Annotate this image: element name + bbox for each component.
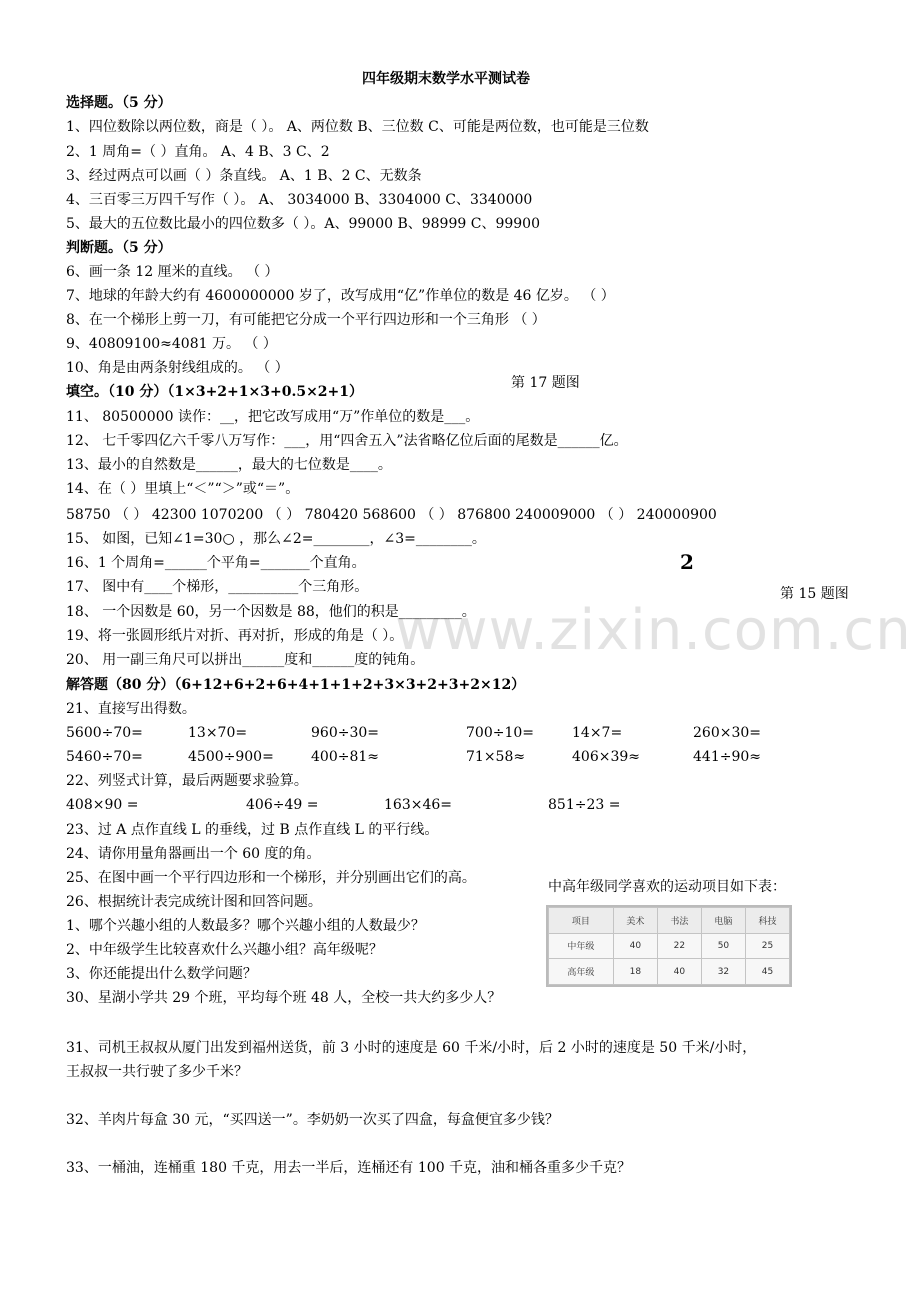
question-line: 163×46= <box>384 797 452 813</box>
watermark: www.zixin.com.cn <box>395 598 912 663</box>
question-line: 5、最大的五位数比最小的四位数多（ ）。A、99000 B、98999 C、99900 <box>66 216 540 232</box>
table-cell: 22 <box>657 933 701 959</box>
question-line: 24、请你用量角器画出一个 60 度的角。 <box>66 846 321 862</box>
question-line: 406×39≈ <box>572 749 640 765</box>
table-cell: 40 <box>657 959 701 985</box>
question-line: 20、 用一副三角尺可以拼出______度和______度的钝角。 <box>66 652 425 668</box>
question-line: 17、 图中有____个梯形，__________个三角形。 <box>66 579 369 595</box>
question-line: 4500÷900= <box>188 749 274 765</box>
question-line: 1、四位数除以两位数，商是（ ）。 A、两位数 B、三位数 C、可能是两位数，也可能是三位数 <box>66 119 649 135</box>
question-line: 700÷10= <box>466 725 534 741</box>
section-heading: 选择题。（5 分） <box>66 95 172 111</box>
question-line: 13×70= <box>188 725 248 741</box>
table-cell: 中年级 <box>549 933 614 959</box>
table-row <box>549 959 790 985</box>
question-line: 14×7= <box>572 725 623 741</box>
question-line: 9、40809100≈4081 万。 （ ） <box>66 336 277 352</box>
question-line: 12、 七千零四亿六千零八万写作：___，用“四舍五入”法省略亿位后面的尾数是______亿。 <box>66 433 628 449</box>
table-cell: 25 <box>745 933 789 959</box>
table-cell: 45 <box>745 959 789 985</box>
question-line: 23、过 A 点作直线 L 的垂线，过 B 点作直线 L 的平行线。 <box>66 822 439 838</box>
table-cell: 50 <box>701 933 745 959</box>
question-line: 441÷90≈ <box>693 749 761 765</box>
figure-label: 第 15 题图 <box>780 586 849 602</box>
table-cell: 电脑 <box>701 908 745 934</box>
question-line: 33、一桶油，连桶重 180 千克，用去一半后，连桶还有 100 千克，油和桶各重多少千克？ <box>66 1160 632 1176</box>
page-title: 四年级期末数学水平测试卷 <box>362 71 530 87</box>
section-heading: 判断题。（5 分） <box>66 240 172 256</box>
question-line: 13、最小的自然数是______，最大的七位数是____。 <box>66 457 392 473</box>
question-line: 19、将一张圆形纸片对折、再对折，形成的角是（ ）。 <box>66 628 404 644</box>
question-line: 4、三百零三万四千写作（ ）。 A、 3034000 B、3304000 C、3340000 <box>66 192 533 208</box>
question-line: 6、画一条 12 厘米的直线。 （ ） <box>66 264 279 280</box>
question-line: 406÷49 = <box>246 797 319 813</box>
stats-table <box>548 907 790 985</box>
question-line: 11、 80500000 读作：__，把它改写成用“万”作单位的数是___。 <box>66 409 480 425</box>
question-line: 7、地球的年龄大约有 4600000000 岁了，改写成用“亿”作单位的数是 46 亿岁。 （ ） <box>66 288 615 304</box>
question-line: 26、根据统计表完成统计图和回答问题。 <box>66 894 322 910</box>
question-line: 16、1 个周角=______个平角=_______个直角。 <box>66 555 366 571</box>
question-line: 32、羊肉片每盒 30 元，“买四送一”。李奶奶一次买了四盒，每盒便宜多少钱？ <box>66 1112 559 1128</box>
question-line: 5600÷70= <box>66 725 143 741</box>
table-cell: 书法 <box>657 908 701 934</box>
section-heading: 填空。（10 分）（1×3+2+1×3+0.5×2+1） <box>66 384 364 400</box>
question-line: 31、司机王叔叔从厦门出发到福州送货，前 3 小时的速度是 60 千米/小时，后 2 小时的速度是 50 千米/小时， <box>66 1040 757 1056</box>
question-line: 22、列竖式计算，最后两题要求验算。 <box>66 773 308 789</box>
question-line: 2、1 周角=（ ）直角。 A、4 B、3 C、2 <box>66 144 330 160</box>
table-cell: 18 <box>613 959 657 985</box>
table-cell: 项目 <box>549 908 614 934</box>
question-line: 71×58≈ <box>466 749 526 765</box>
section-heading: 解答题（80 分）（6+12+6+2+6+4+1+1+2+3×3+2+3+2×12） <box>66 677 526 693</box>
table-cell: 32 <box>701 959 745 985</box>
question-line: 851÷23 = <box>548 797 621 813</box>
question-line: 260×30= <box>693 725 761 741</box>
question-line: 408×90 = <box>66 797 139 813</box>
question-line: 10、角是由两条射线组成的。 （ ） <box>66 360 289 376</box>
table-cell: 高年级 <box>549 959 614 985</box>
question-line: 960÷30= <box>311 725 379 741</box>
figure-label: 第 17 题图 <box>511 375 580 391</box>
question-line: 21、直接写出得数。 <box>66 701 196 717</box>
question-line: 8、在一个梯形上剪一刀，有可能把它分成一个平行四边形和一个三角形 （ ） <box>66 312 546 328</box>
question-line: 14、在（ ）里填上“＜”“＞”或“＝”。 <box>66 481 300 497</box>
table-row <box>549 933 790 959</box>
table-header-row <box>549 908 790 934</box>
question-line: 15、 如图，已知∠1=30○ ，那么∠2=________，∠3=________。 <box>66 531 486 547</box>
question-line: 中高年级同学喜欢的运动项目如下表： <box>548 879 786 895</box>
question-line: 25、在图中画一个平行四边形和一个梯形，并分别画出它们的高。 <box>66 870 476 886</box>
figure-label: 2 <box>680 550 694 574</box>
table-cell: 科技 <box>745 908 789 934</box>
question-line: 58750 （ ） 42300 1070200 （ ） 780420 568600 （ ） 876800 240009000 （ ） 240000900 <box>66 507 717 523</box>
question-line: 5460÷70= <box>66 749 143 765</box>
question-line: 3、你还能提出什么数学问题？ <box>66 966 257 982</box>
table-cell: 40 <box>613 933 657 959</box>
question-line: 30、星湖小学共 29 个班，平均每个班 48 人，全校一共大约多少人？ <box>66 990 502 1006</box>
table-cell: 美术 <box>613 908 657 934</box>
question-line: 2、中年级学生比较喜欢什么兴趣小组？高年级呢？ <box>66 942 383 958</box>
question-line: 400÷81≈ <box>311 749 379 765</box>
question-line: 3、经过两点可以画（ ）条直线。 A、1 B、2 C、无数条 <box>66 168 422 184</box>
question-line: 王叔叔一共行驶了多少千米？ <box>66 1064 248 1080</box>
question-line: 18、 一个因数是 60，另一个因数是 88，他们的积是_________。 <box>66 604 476 620</box>
question-line: 1、哪个兴趣小组的人数最多？哪个兴趣小组的人数最少？ <box>66 918 425 934</box>
